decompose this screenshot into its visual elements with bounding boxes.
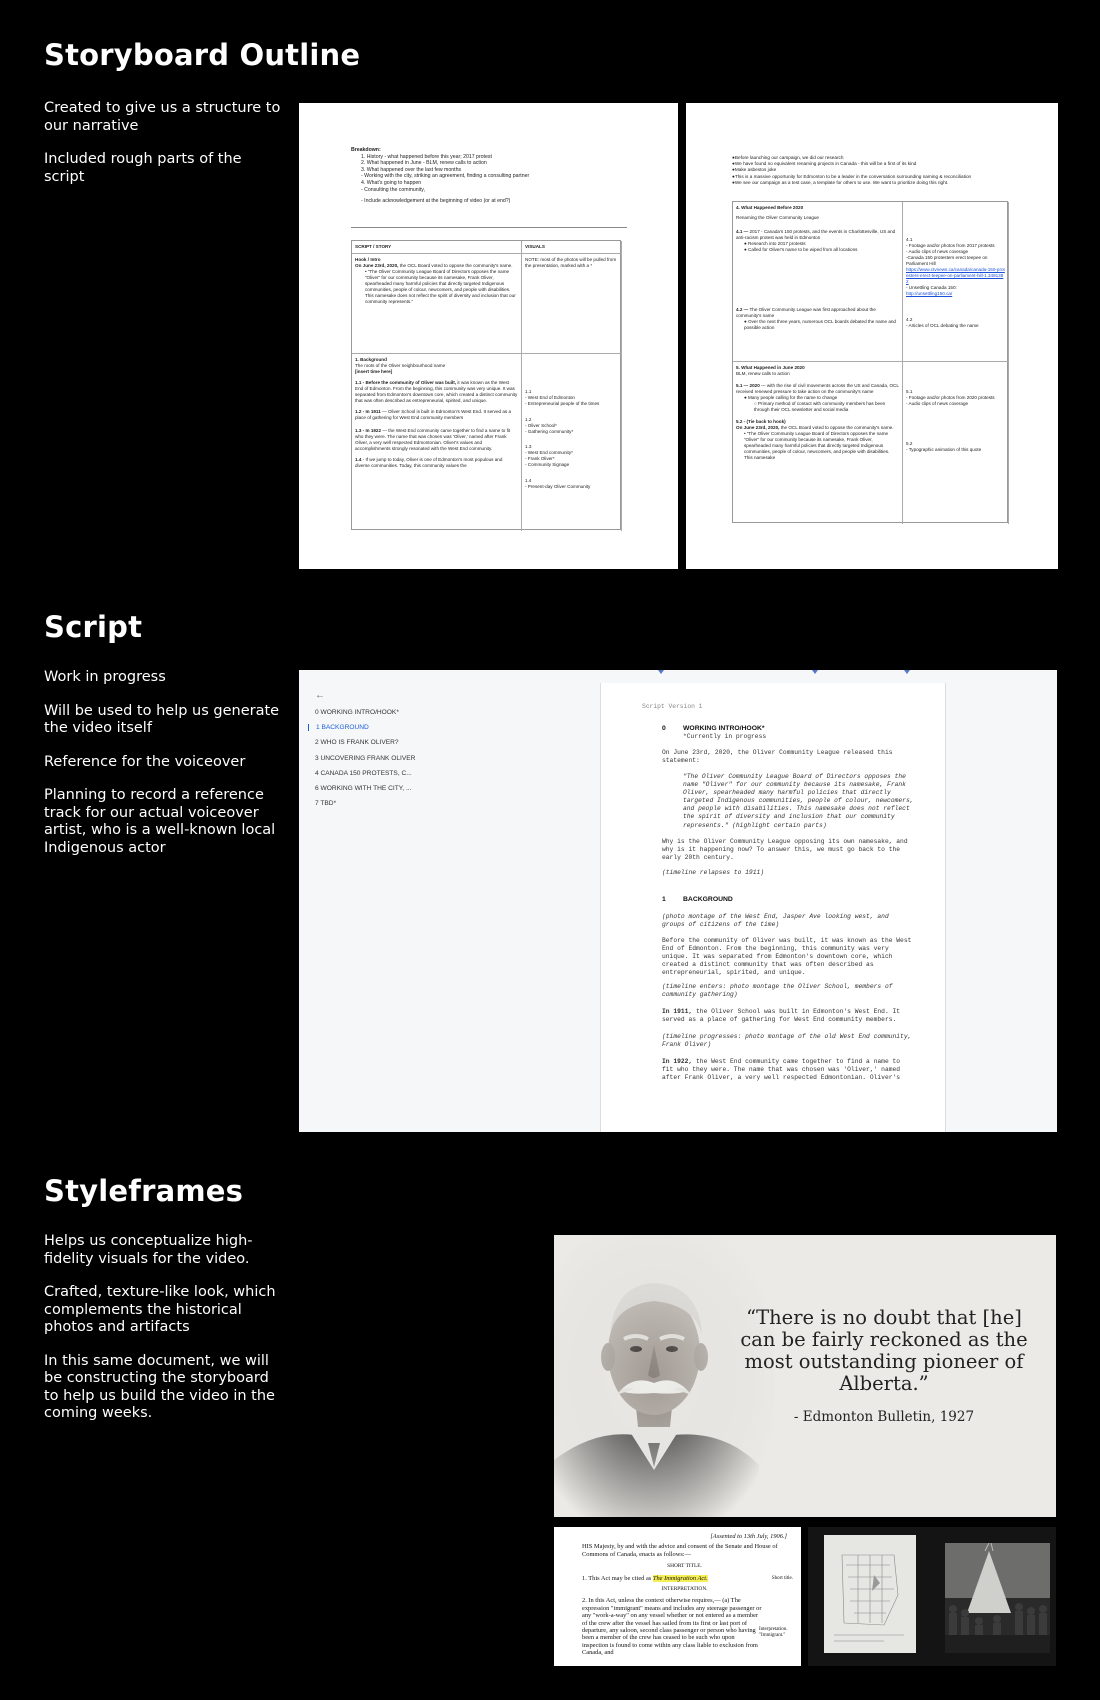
background-script-cell <box>352 354 522 531</box>
outline-item-who-is-frank-oliver[interactable]: 2 WHO IS FRANK OLIVER? <box>315 739 399 747</box>
section-5-visual-cell <box>903 362 1009 524</box>
storyboard-page-1 <box>299 103 678 569</box>
script-paragraph: On June 23rd, 2020, the Oliver Community League released this statement: <box>662 749 893 765</box>
hook-script-cell <box>352 254 522 354</box>
section-4-2: 4.2 — The Oliver Community League was first approached about the community's name <box>736 307 876 318</box>
script-paragraph: In 1922, the West End community came together to find a name to fit who they were. The name that was chosen was 'Oliver,' named after Frank Oliver, a very well respected Edmontonian. Oliver's <box>662 1058 901 1082</box>
breakdown-item: - Working with the city, striking an agreement, finding a consulting partner <box>361 173 530 180</box>
script-direction: (timeline enters: photo montage the Oliver School, members of community gathering) <box>662 983 893 999</box>
document-outline <box>315 690 415 815</box>
section-4-1-bullet: ● Research into 2017 protests <box>744 241 806 246</box>
act-section-1: 1. This Act may be cited as The Immigration Act. Short title. <box>582 1574 793 1582</box>
breakdown-item: 3. What happened over the last few months <box>361 166 462 173</box>
intro-note: *Currently in progress <box>683 733 767 740</box>
visual-4-2: 4.2 - Articles of OCL debating the name <box>906 317 979 328</box>
script-document-window <box>299 670 1057 1132</box>
breakdown-title: Breakdown: <box>351 147 381 153</box>
section-5-2-lead: 5.2 - (Tie back to hook) <box>736 419 786 424</box>
act-assented: [Assented to 13th July, 1906.] <box>710 1533 787 1540</box>
script-desc-4: Planning to record a reference track for our actual voiceover artist, who is a well-known local Indigenous actor <box>44 787 276 856</box>
act-short-title-heading: SHORT TITLE. <box>667 1563 702 1570</box>
historical-map-image <box>814 1535 924 1655</box>
styleframes-desc-3: In this same document, we will be constructing the storyboard to help us build the video in the coming weeks. <box>44 1352 275 1421</box>
storyboard-table-2 <box>732 201 1008 523</box>
outline-item-background[interactable]: 1 BACKGROUND <box>308 724 415 731</box>
ruler-marker <box>812 670 818 674</box>
section-4-title: 4. What Happened Before 2020 <box>736 205 804 210</box>
background-1-2: 1.2 - In 1911 — Oliver School is built in Edmonton's West End. It served as a place of gathering for West End community members <box>355 409 512 420</box>
background-1-1: 1.1 - Before the community of Oliver was built, it was known as the West End of Edmonton. From the beginning, this community was very unique. It was separated from Edmonton's downtown core, which created a distinct community that was often described as entrepreneurial, spirited, and unique. <box>355 380 518 403</box>
visual-1-3: 1.3 - West End community* - Frank Oliver* - Community Signage <box>525 444 573 467</box>
script-desc-2: Will be used to help us generate the video itself <box>44 702 280 736</box>
section-4-1: 4.1 — 2017 - Canada's 150 protests, and the events in Charlottesville, US and anti-racism protest was held in Edmonton <box>736 229 896 240</box>
section-5-1-sub-bullet: ○ Primary method of contact with community members has been through their OCL newsletter and social media <box>754 401 886 412</box>
breakdown-item: 2. What happened in June - BLM, renew calls to action <box>361 160 487 167</box>
visual-1-2: 1.2 - Oliver School* - Gathering community* <box>525 417 574 434</box>
visual-5-2: 5.2 - Typographic animation of this quote <box>906 441 982 452</box>
background-visual-cell <box>522 354 622 531</box>
visual-4-1-unsettling: - Unsettling Canada 150: <box>906 285 957 290</box>
ruler-marker <box>904 670 910 674</box>
styleframes-description <box>44 1233 284 1439</box>
research-bullet: ●Before launching our campaign, we did our research <box>732 155 844 160</box>
background-title: 1. Background <box>355 357 387 362</box>
section-5-1: 5.1 — 2020 — with the rise of civil movements across the US and Canada, OCL received renewed pressure to take action on the community's name <box>736 383 899 394</box>
research-bullet: ●This is a massive opportunity for Edmonton to be a leader in the conversation surrounding naming & reconciliation <box>732 173 972 179</box>
script-direction: (timeline relapses to 1911) <box>662 869 765 876</box>
section-5-2-quote: • “The Oliver Community League Board of Directors opposes the name “Oliver” for our community because its namesake, Frank Oliver, spearheaded many harmful policies that directly targeted Indigenous communities, people of colour, newcomers, and people with disabilities. This namesake <box>744 431 890 460</box>
hook-title: Hook / Intro <box>355 257 381 262</box>
script-paragraph: Why is the Oliver Community League opposing its own namesake, and why is it happening now? To answer this, we must go back to the early 20th century. <box>662 838 908 862</box>
section-4-visual-cell <box>903 202 1009 362</box>
divider <box>351 227 627 228</box>
breakdown-item: 4. What's going to happen <box>361 179 422 186</box>
styleframes-desc-1: Helps us conceptualize high-fidelity visuals for the video. <box>44 1233 253 1267</box>
outline-item-working-with-city[interactable]: 6 WORKING WITH THE CITY, ... <box>315 784 412 792</box>
breakdown-item: - Consulting the community, <box>361 186 425 193</box>
visual-1-4: 1.4 - Present-day Oliver Community <box>525 478 591 489</box>
research-bullet: ●We see our campaign as a test case, a template for others to use. We want to prioritize doing this right. <box>732 179 949 185</box>
column-header-visuals: VISUALS <box>522 241 622 254</box>
heading-background: 1 BACKGROUND <box>662 896 733 903</box>
section-4-2-bullet: ● Over the next three years, numerous OCL boards debated the name and possible action <box>744 319 896 330</box>
styleframe-quote-text: “There is no doubt that [he] can be fairly reckoned as the most outstanding pioneer of Alberta.” <box>740 1306 1028 1395</box>
storyboard-title: Storyboard Outline <box>44 38 361 72</box>
styleframe-immigration-act <box>554 1527 801 1666</box>
visual-4-1-link-2[interactable]: http://unsettling150.ca/ <box>906 291 953 296</box>
outline-item-tbd[interactable]: 7 TBD* <box>315 800 337 808</box>
script-quote: "The Oliver Community League Board of Directors opposes the name "Oliver" for our community because its namesake, Frank Oliver, spearheaded many harmful policies that directly targeted Indigenous communities, people of colour, newcomers, and people with disabilities. This namesake does not reflect the spirit of diversity and inclusion that our community represents." (highlight certain parts) <box>683 773 914 829</box>
script-title: Script <box>44 610 143 644</box>
script-version: Script Version 1 <box>642 703 703 710</box>
script-desc-1: Work in progress <box>44 669 166 685</box>
act-section-2-margin: Interpretation. "Immigrant." <box>759 1627 788 1638</box>
outline-item-intro[interactable]: 0 WORKING INTRO/HOOK* <box>315 709 399 716</box>
script-paragraph: Before the community of Oliver was built, it was known as the West End of Edmonton. From the beginning, this community was very unique. It was separated from Edmonton's downtown core, which created a distinct community that was often described as entrepreneurial, spirited, and unique. <box>662 937 912 977</box>
script-direction: (photo montage of the West End, Jasper Ave looking west, and groups of citizens of the time) <box>662 913 889 929</box>
teepee-protest-photo <box>945 1543 1050 1653</box>
research-bullet: ●Make asbestos joke <box>732 167 777 173</box>
act-preamble: HIS Majesty, by and with the advice and consent of the Senate and House of Commons of Canada, enacts as follows:— <box>582 1543 778 1558</box>
visual-1-1: 1.1 - West End of Edmonton - Entrepreneurial people of the times <box>525 389 600 406</box>
visual-4-1-link[interactable]: https://www.ctvnews.ca/canada/canada-150-protesters-erect-teepee-on-parliament-hill-1.3481382 <box>906 267 1005 284</box>
styleframe-quote <box>554 1235 1056 1517</box>
hook-text: On June 23rd, 2020, the OCL Board voted to oppose the community's name. <box>355 263 513 268</box>
section-4-sub: Renaming the Oliver Community League <box>736 215 819 220</box>
styleframe-artifacts <box>808 1527 1056 1666</box>
hook-quote: • “The Oliver Community League Board of Directors opposes the name “Oliver” for our community because its namesake, Frank Oliver, spearheaded many harmful policies that directly targeted Indigenous communities, people of colour, newcomers, and people with disabilities. This namesake does not reflect the spirit of diversity and inclusion that our community represents.” <box>365 269 516 304</box>
script-paragraph: In 1911, the Oliver School was built in Edmonton's West End. It served as a place of gathering for West End community members. <box>662 1008 901 1024</box>
research-bullets <box>732 155 1042 186</box>
column-header-script: SCRIPT / STORY <box>352 241 522 254</box>
section-4-1-bullet: ● Called for Oliver's name to be wiped from all locations <box>744 247 858 252</box>
script-page <box>600 683 946 1132</box>
act-interpretation-heading: INTERPRETATION. <box>661 1586 708 1593</box>
ruler-marker <box>658 670 664 674</box>
section-5-1-bullet: ● Many people calling for the name to change <box>744 395 838 400</box>
background-insert: [insert time here] <box>355 369 393 374</box>
act-section-2: 2. In this Act, unless the context otherwise requires,— (a) The expression "immigrant" means and includes any steerage passenger or any "work-a-way" on any vessel whether or not entered as a member of the crew after the vessel has sailed from its first or last port of departure, any saloon, second class passenger or person who having been a member of the crew has ceased to be such who upon inspection is found to come within any class liable to exclusion from Canada, and <box>582 1597 762 1657</box>
outline-item-canada-150[interactable]: 4 CANADA 150 PROTESTS, C... <box>315 769 412 777</box>
script-description <box>44 669 284 873</box>
storyboard-table-1 <box>351 240 621 530</box>
script-direction: (timeline progresses: photo montage of the old West End community, Frank Oliver) <box>662 1033 912 1049</box>
section-5-2: On June 23rd, 2020, the OCL Board voted to oppose the community's name. <box>736 425 894 430</box>
research-bullet: ●We have found no equivalent renaming projects in Canada - this will be a first of its kind <box>732 161 917 167</box>
section-5-sub: BLM, renew calls to action <box>736 371 790 376</box>
visual-5-1: 5.1 - Footage and/or photos from 2020 protests - Audio clips of news coverage <box>906 389 995 406</box>
styleframes-title: Styleframes <box>44 1174 244 1208</box>
storyboard-page-2 <box>686 103 1058 569</box>
storyboard-description <box>44 100 284 202</box>
storyboard-desc-1: Created to give us a structure to our narrative <box>44 100 281 134</box>
section-5-title: 5. What Happened in June 2020 <box>736 365 805 370</box>
back-arrow-icon[interactable]: ← <box>315 690 325 701</box>
outline-item-uncovering-frank-oliver[interactable]: 3 UNCOVERING FRANK OLIVER <box>315 754 416 762</box>
styleframe-quote-source: - Edmonton Bulletin, 1927 <box>793 1409 975 1425</box>
background-1-4: 1.4 - If we jump to today, Oliver is one of Edmonton's most populous and diverse communities. Today, this community values the <box>355 457 503 468</box>
styleframes-desc-2: Crafted, texture-like look, which complements the historical photos and artifacts <box>44 1284 276 1335</box>
script-desc-3: Reference for the voiceover <box>44 753 246 770</box>
background-1-3: 1.3 - In 1922 — the West End community came together to find a name to fit who they were. The name that was chosen was 'Oliver,' named after Frank Oliver, a very well respected Edmontonian. Oliver's values and accomplishments strongly resonated with the West End community. <box>355 428 511 451</box>
heading-intro: 0 WORKING INTRO/HOOK* <box>662 725 765 732</box>
breakdown-block <box>351 147 631 205</box>
background-sub: The roots of the Oliver neighbourhood name <box>355 363 446 368</box>
visual-4-1: 4.1 - Footage and/or photos from 2017 protests - Audio clips of news coverage -Canada 150 protesters erect teepee on Parliament Hill <box>906 237 995 266</box>
breakdown-item: - Include acknowledgement at the beginning of video (or at end?) <box>361 198 511 205</box>
breakdown-item: 1. History - what happened before this year; 2017 protest <box>361 153 492 160</box>
hook-visual-cell: NOTE: most of the photos will be pulled from the presentation, marked with a * <box>522 254 622 354</box>
section-4-cell <box>733 202 903 362</box>
section-5-cell <box>733 362 903 524</box>
storyboard-desc-2: Included rough parts of the script <box>44 151 242 185</box>
